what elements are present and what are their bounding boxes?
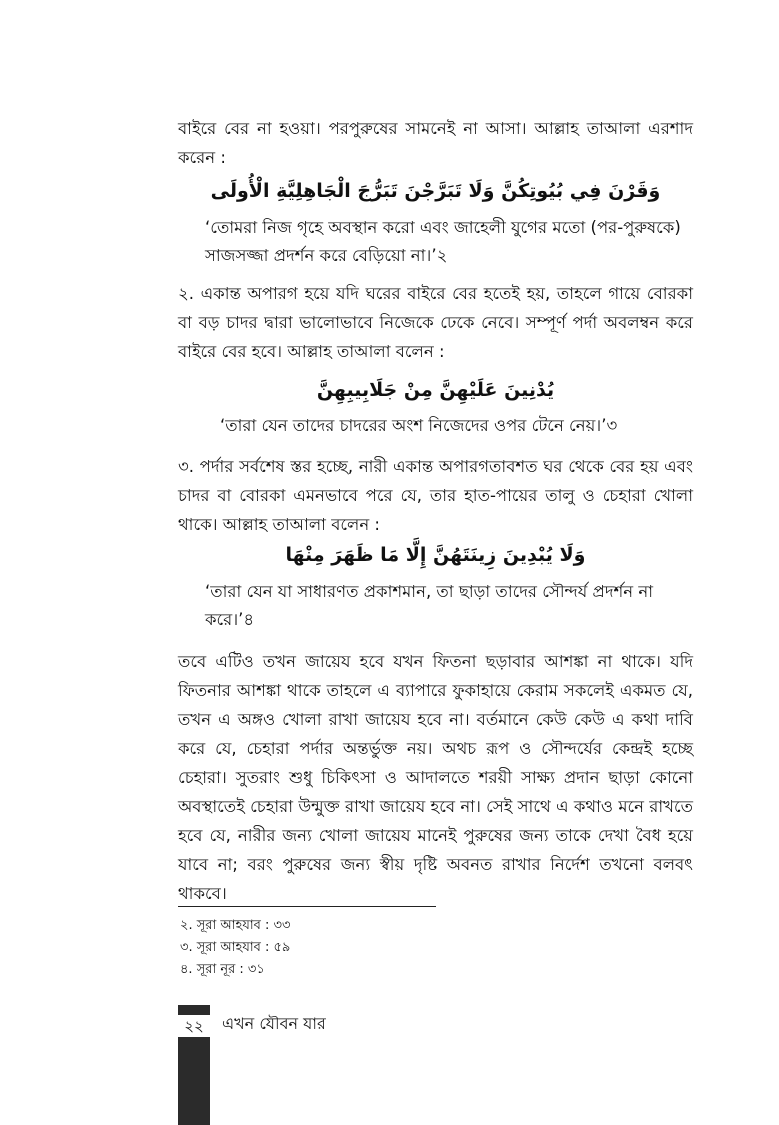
page-number: ২২ bbox=[178, 1010, 210, 1037]
arabic-verse-1: وَقَرْنَ فِي بُيُوتِكُنَّ وَلَا تَبَرَّجْنَ تَبَرُّجَ الْجَاهِلِيَّةِ الْأُولَى bbox=[210, 180, 661, 202]
paragraph-point-3: ৩. পর্দার সর্বশেষ স্তর হচ্ছে, নারী একান্ত অপারগতাবশত ঘর থেকে বের হয় এবং চাদর বা বোরকা এমনভাবে পরে যে, তার হাত-পায়ের তালু ও চেহারা খোলা থাকে। আল্লাহ তাআলা বলেন : bbox=[178, 457, 693, 534]
footnote-2: ২. সূরা আহযাব : ৩৩ bbox=[180, 918, 291, 933]
footnote-divider bbox=[178, 906, 436, 907]
arabic-verse-3: وَلَا يُبْدِينَ زِينَتَهُنَّ إِلَّا مَا ظَهَرَ مِنْهَا bbox=[285, 544, 586, 566]
running-title: এখন যৌবন যার bbox=[222, 1014, 326, 1033]
quote-translation-2: ‘তারা যেন তাদের চাদরের অংশ নিজেদের ওপর টেনে নেয়।’৩ bbox=[220, 416, 618, 435]
footnote-3: ৩. সূরা আহযাব : ৫৯ bbox=[180, 940, 291, 955]
footnotes bbox=[180, 915, 290, 981]
quote-translation-1: ‘তোমরা নিজ গৃহে অবস্থান করো এবং জাহেলী যুগের মতো (পর-পুরুষকে) সাজসজ্জা প্রদর্শন করে বেড়িয়ো না।’২ bbox=[205, 218, 681, 265]
paragraph-point-2: ২. একান্ত অপারগ হয়ে যদি ঘরের বাইরে বের হতেই হয়, তাহলে গায়ে বোরকা বা বড় চাদর দ্বারা ভালোভাবে নিজেকে ঢেকে নেবে। সম্পূর্ণ পর্দা অবলম্বন করে বাইরে বের হবে। আল্লাহ তাআলা বলেন : bbox=[178, 284, 693, 361]
footnote-4: ৪. সূরা নূর : ৩১ bbox=[180, 962, 265, 977]
arabic-verse-2: يُدْنِينَ عَلَيْهِنَّ مِنْ جَلَابِيبِهِنَّ bbox=[316, 379, 555, 401]
paragraph-intro: বাইরে বের না হওয়া। পরপুরুষের সামনেই না আসা। আল্লাহ তাআলা এরশাদ করেন : bbox=[178, 119, 693, 167]
quote-translation-3: ‘তারা যেন যা সাধারণত প্রকাশমান, তা ছাড়া তাদের সৌন্দর্য প্রদর্শন না করে।’৪ bbox=[205, 582, 653, 629]
paragraph-conclusion: তবে এটিও তখন জায়েয হবে যখন ফিতনা ছড়াবার আশঙ্কা না থাকে। যদি ফিতনার আশঙ্কা থাকে তাহলে এ ব্যাপারে ফুকাহায়ে কেরাম সকলেই একমত যে, তখন এ অঙ্গও খোলা রাখা জায়েয হবে না। বর্তমানে কেউ কেউ এ কথা দাবি করে যে, চেহারা পর্দার অন্তর্ভুক্ত নয়। অথচ রূপ ও সৌন্দর্যের কেন্দ্রই হচ্ছে চেহারা। সুতরাং শুধু চিকিৎসা ও আদালতে শরয়ী সাক্ষ্য প্রদান ছাড়া কোনো অবস্থাতেই চেহারা উন্মুক্ত রাখা জায়েয হবে না। সেই সাথে এ কথাও মনে রাখতে হবে যে, নারীর জন্য খোলা জায়েয মানেই পুরুষের জন্য তাকে দেখা বৈধ হয়ে যাবে না; বরং পুরুষের জন্য স্বীয় দৃষ্টি অবনত রাখার নির্দেশ তখনো বলবৎ থাকবে। bbox=[178, 652, 693, 903]
